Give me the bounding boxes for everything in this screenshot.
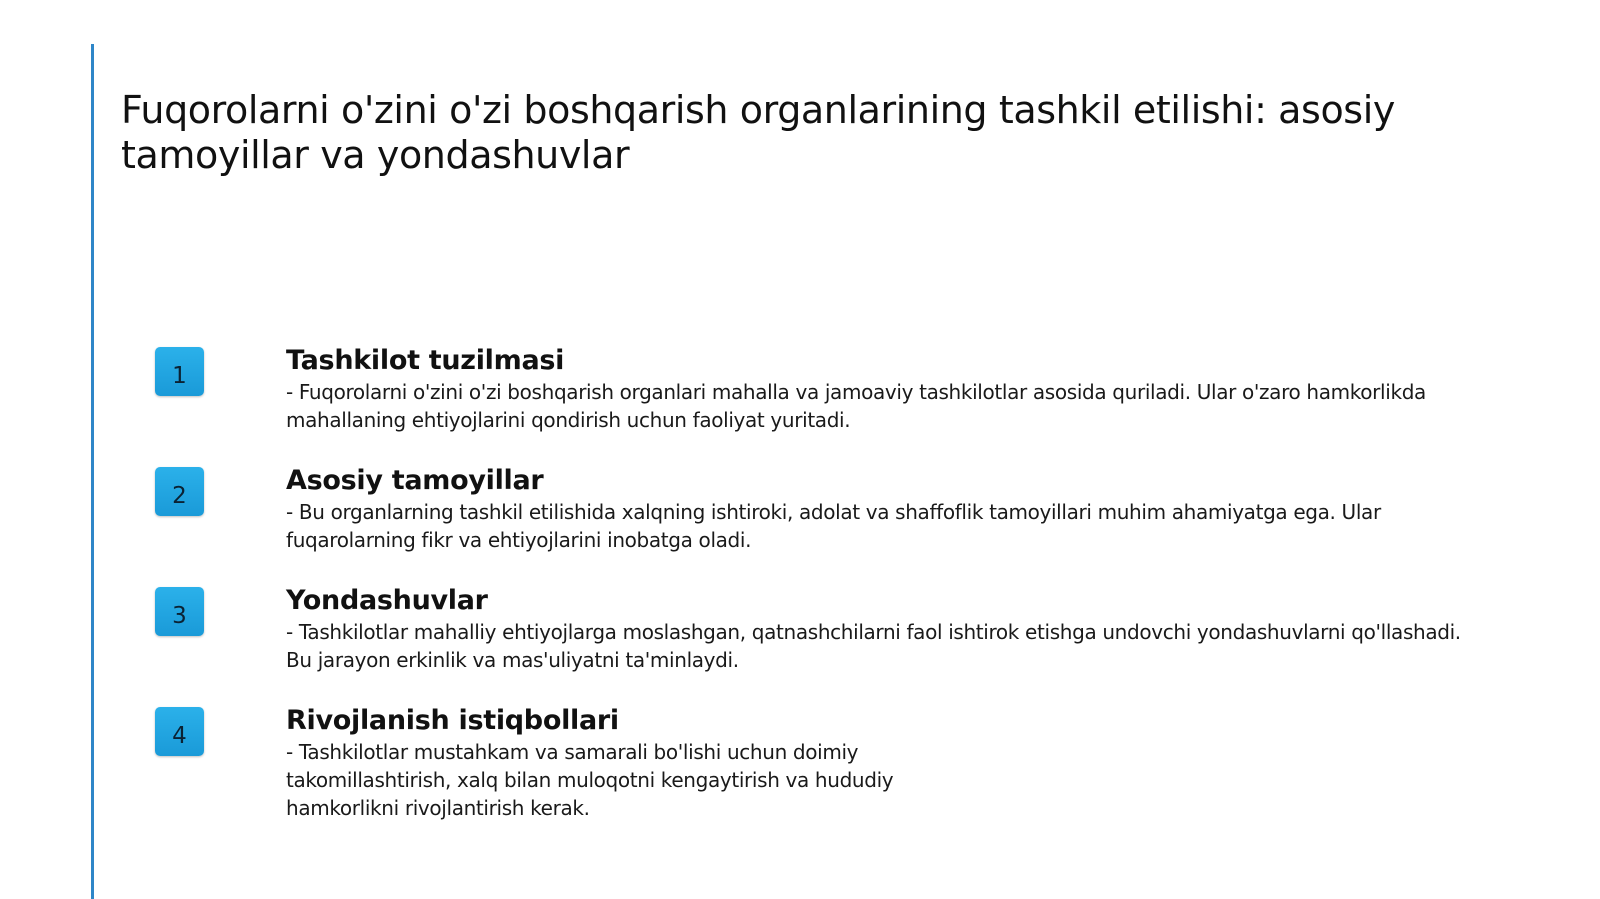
item-content bbox=[286, 344, 1466, 434]
item-heading: Yondashuvlar bbox=[286, 585, 488, 616]
item-heading: Asosiy tamoyillar bbox=[286, 465, 544, 496]
item-heading: Rivojlanish istiqbollari bbox=[286, 705, 619, 736]
item-content bbox=[286, 704, 986, 822]
item-description: - Fuqorolarni o'zini o'zi boshqarish organlari mahalla va jamoaviy tashkilotlar asosida quriladi. Ular o'zaro hamkorlikda mahallaning ehtiyojlarini qondirish uchun faoliyat yuritadi. bbox=[286, 380, 1426, 432]
item-content bbox=[286, 464, 1466, 554]
slide-title: Fuqorolarni o'zini o'zi boshqarish organlarining tashkil etilishi: asosiy tamoyillar va yondashuvlar bbox=[121, 88, 1395, 177]
item-heading: Tashkilot tuzilmasi bbox=[286, 345, 565, 376]
item-number-badge: 4 bbox=[155, 707, 204, 756]
item-description: - Tashkilotlar mustahkam va samarali bo'lishi uchun doimiy takomillashtirish, xalq bilan muloqotni kengaytirish va hududiy hamkorlikni rivojlantirish kerak. bbox=[286, 740, 894, 820]
item-content bbox=[286, 584, 1466, 674]
item-number-badge: 1 bbox=[155, 347, 204, 396]
item-number-badge: 2 bbox=[155, 467, 204, 516]
item-description: - Bu organlarning tashkil etilishida xalqning ishtiroki, adolat va shaffoflik tamoyillari muhim ahamiyatga ega. Ular fuqarolarning fikr va ehtiyojlarini inobatga oladi. bbox=[286, 500, 1381, 552]
item-description: - Tashkilotlar mahalliy ehtiyojlarga moslashgan, qatnashchilarni faol ishtirok etishga undovchi yondashuvlarni qo'llashadi. Bu jarayon erkinlik va mas'uliyatni ta'minlaydi. bbox=[286, 620, 1461, 672]
item-number-badge: 3 bbox=[155, 587, 204, 636]
